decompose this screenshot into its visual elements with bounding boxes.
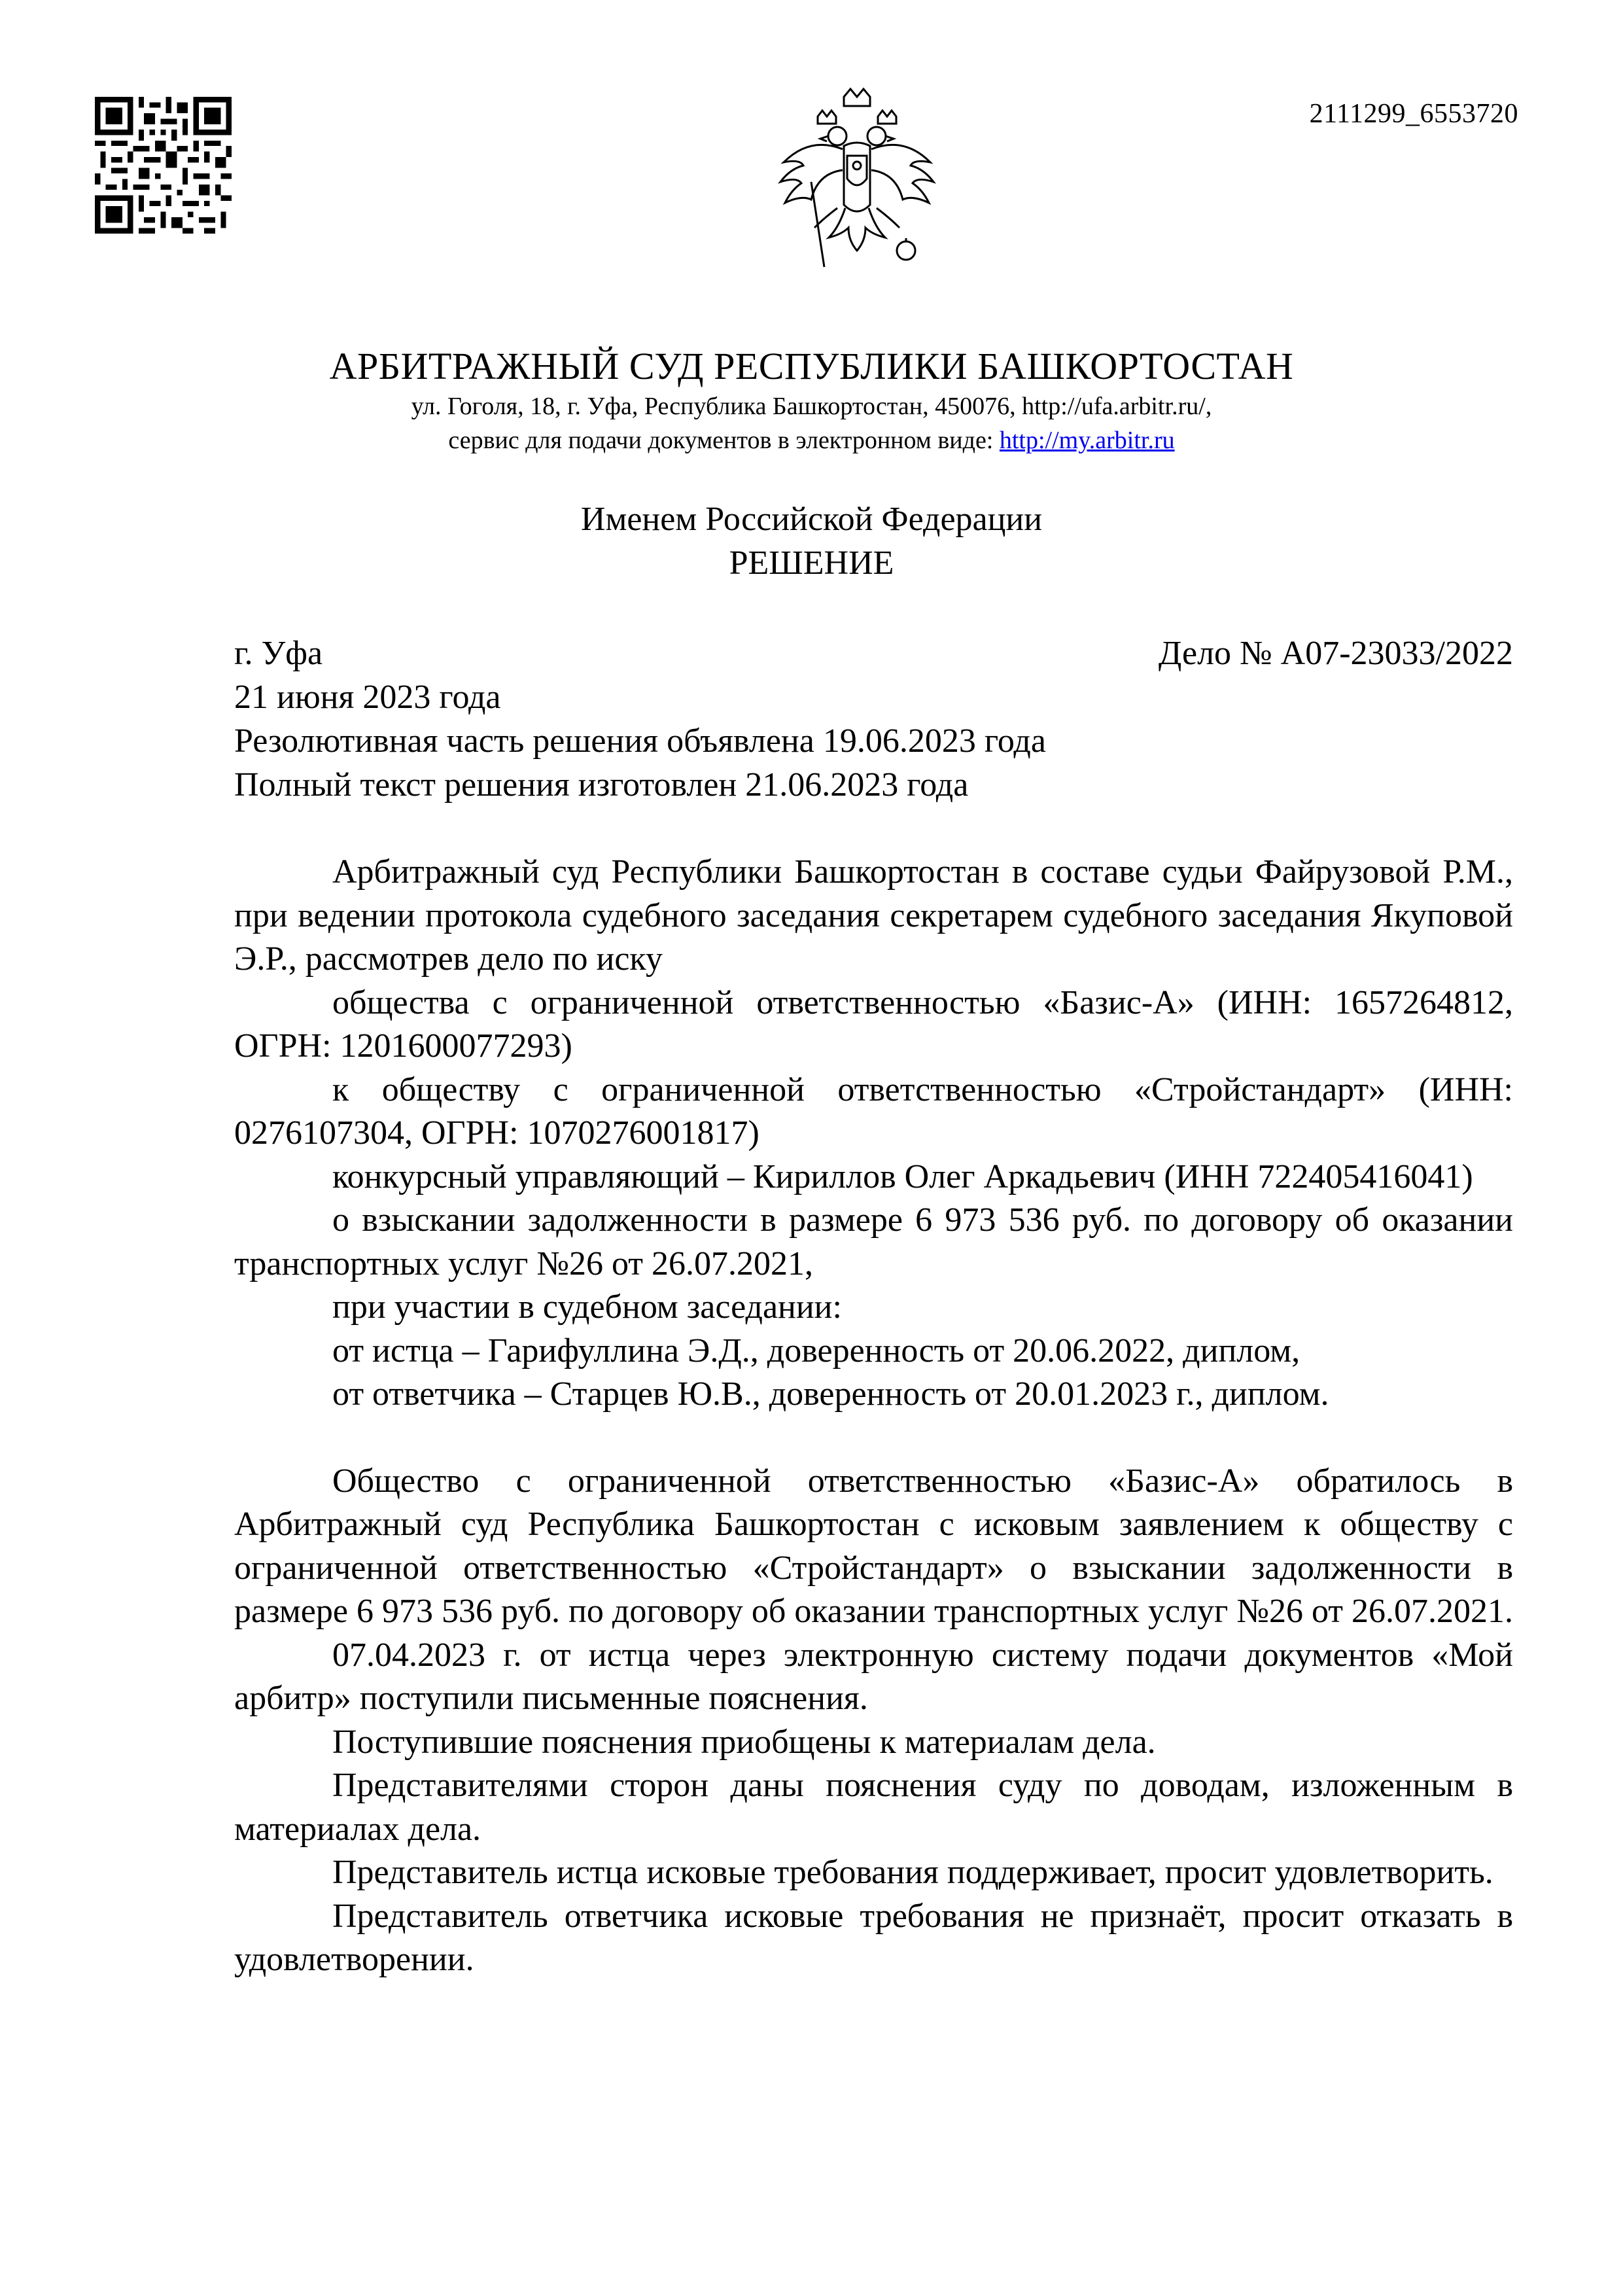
case-number: Дело № А07-23033/2022	[1158, 635, 1513, 672]
coat-of-arms-icon	[772, 84, 942, 280]
paragraph: Арбитражный суд Республики Башкортостан в составе судьи Файрузовой Р.М., при ведении протокола судебного заседания секретарем судебного заседания Якуповой Э.Р., рассмотрев дело по иску	[234, 853, 1513, 978]
city: г. Уфа	[234, 635, 323, 672]
court-service-link[interactable]: http://my.arbitr.ru	[999, 427, 1175, 454]
paragraph: Общество с ограниченной ответственностью «Базис-А» обратилось в Арбитражный суд Республика Башкортостан с исковым заявлением к обществу с ограниченной ответственностью «Стройстандарт» о взыскании задолженности в размере 6 973 536 руб. по договору об оказании транспортных услуг №26 от 26.07.2021.	[234, 1462, 1513, 1630]
decision-body	[234, 851, 1513, 1982]
qr-code	[95, 97, 232, 234]
paragraph: конкурсный управляющий – Кириллов Олег Аркадьевич (ИНН 722405416041)	[332, 1157, 1473, 1195]
paragraph: Представитель истца исковые требования поддерживает, просит удовлетворить.	[332, 1854, 1493, 1891]
spacer	[234, 1417, 1513, 1460]
paragraph: при участии в судебном заседании:	[332, 1288, 842, 1326]
paragraph: от истца – Гарифуллина Э.Д., доверенность от 20.06.2022, диплом,	[332, 1332, 1300, 1369]
heading-decision: РЕШЕНИЕ	[729, 544, 894, 582]
paragraph: Представитель ответчика исковые требования не признаёт, просит отказать в удовлетворении.	[234, 1897, 1513, 1978]
paragraph: от ответчика – Старцев Ю.В., доверенность от 20.01.2023 г., диплом.	[332, 1375, 1329, 1413]
court-header	[0, 344, 1623, 457]
document-id: 2111299_6553720	[1309, 99, 1518, 129]
court-name: АРБИТРАЖНЫЙ СУД РЕСПУБЛИКИ БАШКОРТОСТАН	[329, 345, 1294, 387]
paragraph: о взыскании задолженности в размере 6 973 536 руб. по договору об оказании транспортных услуг №26 от 26.07.2021,	[234, 1201, 1513, 1282]
paragraph: Представителями сторон даны пояснения суду по доводам, изложенным в материалах дела.	[234, 1767, 1513, 1848]
city-case-row	[234, 631, 1513, 675]
heading-federation: Именем Российской Федерации	[580, 501, 1043, 538]
paragraph: Поступившие пояснения приобщены к материалам дела.	[332, 1723, 1156, 1761]
paragraph: 07.04.2023 г. от истца через электронную систему подачи документов «Мой арбитр» поступили письменные пояснения.	[234, 1636, 1513, 1717]
court-service-text: сервис для подачи документов в электронном виде:	[448, 427, 994, 454]
case-meta	[234, 631, 1513, 807]
court-address: ул. Гоголя, 18, г. Уфа, Республика Башкортостан, 450076, http://ufa.arbitr.ru/,	[411, 393, 1212, 420]
decision-date: 21 июня 2023 года	[234, 679, 501, 716]
full-text-date: Полный текст решения изготовлен 21.06.2023 года	[234, 766, 969, 804]
court-service-line	[0, 423, 1623, 457]
paragraph: общества с ограниченной ответственностью «Базис-А» (ИНН: 1657264812, ОГРН: 1201600077293)	[234, 983, 1513, 1065]
paragraph: к обществу с ограниченной ответственностью «Стройстандарт» (ИНН: 0276107304, ОГРН: 1070276001817)	[234, 1070, 1513, 1152]
resolution-date: Резолютивная часть решения объявлена 19.06.2023 года	[234, 722, 1046, 760]
decision-heading	[0, 497, 1623, 585]
